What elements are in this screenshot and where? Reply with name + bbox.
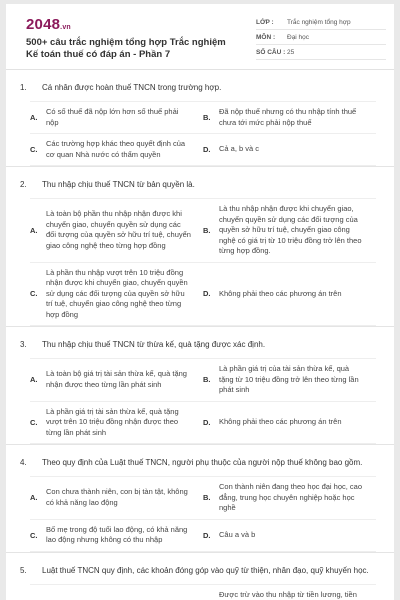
- option-c[interactable]: [30, 134, 203, 165]
- option-d[interactable]: [203, 134, 376, 165]
- option-a[interactable]: [30, 477, 203, 519]
- option-letter: D.: [203, 145, 211, 154]
- option-letter: D.: [203, 417, 211, 427]
- option-letter: A.: [30, 493, 38, 503]
- option-b[interactable]: [203, 359, 376, 401]
- option-letter: D.: [203, 530, 211, 540]
- option-row: [30, 402, 376, 445]
- option-c[interactable]: [30, 520, 203, 551]
- option-text: Đã nộp thuế nhưng có thu nhập tính thuế chưa tới mức phải nộp thuế: [219, 107, 357, 127]
- option-row: [30, 134, 376, 166]
- option-b[interactable]: [203, 199, 376, 262]
- option-b[interactable]: [203, 477, 376, 519]
- meta-row-subject: [256, 30, 386, 45]
- option-a[interactable]: [30, 359, 203, 401]
- option-letter: C.: [30, 145, 38, 154]
- answer-options: [30, 198, 376, 326]
- option-text: Câu a và b: [219, 529, 256, 539]
- option-text: Là thu nhập nhận được khi chuyển giao, chuyển quyền sử dụng các đối tượng của quyền sở hữu trí tuệ, chuyển giao công nghệ có giá trị từ 10 triệu đồng trở lên theo từng hợp đồng.: [219, 204, 362, 255]
- option-letter: A.: [30, 375, 38, 385]
- question-number: 3.: [20, 340, 27, 349]
- option-row: [30, 477, 376, 520]
- option-d[interactable]: [203, 520, 376, 551]
- option-letter: C.: [30, 417, 38, 427]
- question-stem: [20, 445, 380, 476]
- document-meta: [256, 15, 386, 60]
- document-header: [6, 4, 394, 70]
- option-letter: B.: [203, 113, 211, 122]
- option-text: Có số thuế đã nộp lớn hơn số thuế phải nộp: [46, 107, 179, 127]
- option-row: [30, 199, 376, 263]
- meta-value: Trắc nghiệm tổng hợp: [287, 18, 351, 26]
- option-letter: B.: [203, 225, 211, 235]
- option-letter: A.: [30, 225, 38, 235]
- option-row: [30, 520, 376, 552]
- question-4: [6, 445, 394, 552]
- meta-label: LỚP :: [256, 18, 274, 26]
- option-c[interactable]: [30, 263, 203, 326]
- meta-row-count: [256, 45, 386, 60]
- option-text: Không phải theo các phương án trên: [219, 417, 342, 426]
- option-text: Là toàn bộ giá trị tài sản thừa kế, quà tặng nhận được theo từng lần phát sinh: [46, 369, 187, 389]
- question-stem: [20, 167, 380, 198]
- question-list: [6, 70, 394, 600]
- option-a[interactable]: [30, 102, 203, 133]
- option-row: [30, 102, 376, 134]
- meta-label: MÔN :: [256, 33, 276, 41]
- option-text: Là phần thu nhập vượt trên 10 triệu đồng nhận được khi chuyển giao, chuyển quyền sử dụng các đối tượng của quyền sở hữu trí tuệ, chuyển giao công nghệ theo từng hợp đồng: [46, 267, 188, 319]
- question-text: Cá nhân được hoàn thuế TNCN trong trường hợp.: [42, 83, 222, 92]
- logo-tld-text: .vn: [60, 24, 71, 31]
- question-text: Luật thuế TNCN quy định, các khoản đóng góp vào quỹ từ thiện, nhân đạo, quỹ khuyến học.: [42, 565, 369, 575]
- option-a[interactable]: [30, 585, 203, 600]
- option-row: [30, 585, 376, 600]
- option-letter: B.: [203, 375, 211, 385]
- option-c[interactable]: [30, 402, 203, 444]
- option-d[interactable]: [203, 263, 376, 326]
- question-number: 5.: [20, 565, 27, 575]
- logo-main-text: 2048: [26, 16, 61, 33]
- option-letter: A.: [30, 113, 38, 122]
- question-3: [6, 327, 394, 444]
- option-b[interactable]: [203, 102, 376, 133]
- answer-options: [30, 358, 376, 444]
- option-text: Là phần giá trị tài sản thừa kế, quà tặng vượt trên 10 triệu đồng nhận được theo từng lần phát sinh: [46, 406, 179, 437]
- document-page: [6, 4, 394, 600]
- option-letter: B.: [203, 493, 211, 503]
- option-text: Không phải theo các phương án trên: [219, 288, 342, 298]
- question-stem: [20, 553, 380, 584]
- option-text: Con chưa thành niên, con bị tàn tật, không có khả năng lao động: [46, 487, 188, 507]
- question-5: [6, 553, 394, 600]
- option-row: [30, 359, 376, 402]
- meta-value: Đại học: [287, 33, 310, 41]
- option-letter: D.: [203, 289, 211, 299]
- option-letter: C.: [30, 530, 38, 540]
- question-text: Theo quy định của Luật thuế TNCN, người phụ thuộc của người nộp thuế không bao gồm.: [42, 458, 363, 467]
- option-text: Bố mẹ trong độ tuổi lao động, có khả năng lao động nhưng không có thu nhập: [46, 524, 188, 544]
- option-letter: C.: [30, 289, 38, 299]
- question-2: [6, 167, 394, 326]
- option-b[interactable]: [203, 585, 376, 600]
- question-stem: [20, 327, 380, 358]
- option-text: Được trừ vào thu nhập từ tiền lương, tiền: [219, 589, 357, 599]
- meta-row-class: [256, 15, 386, 30]
- answer-options: [30, 476, 376, 552]
- question-number: 1.: [20, 83, 27, 92]
- question-number: 2.: [20, 180, 27, 189]
- option-text: Con thành niên đang theo học đại học, cao đẳng, trung học chuyên nghiệp hoặc học nghề: [219, 482, 363, 512]
- option-text: Là toàn bộ phần thu nhập nhận được khi chuyển giao, chuyển quyền sử dụng các đối tượng của quyền sở hữu trí tuệ, chuyển giao công nghệ theo từng hợp đồng: [46, 209, 191, 250]
- answer-options: [30, 584, 376, 600]
- option-text: Là phần giá trị của tài sản thừa kế, quà tặng từ 10 triệu đồng trở lên theo từng lần phát sinh: [219, 364, 359, 394]
- option-text: Cả a, b và c: [219, 144, 260, 154]
- document-title: 500+ câu trắc nghiệm tổng hợp Trắc nghiệm Kế toán thuế có đáp án - Phần 7: [26, 37, 226, 60]
- option-row: [30, 263, 376, 327]
- option-d[interactable]: [203, 402, 376, 444]
- question-text: Thu nhập chịu thuế TNCN từ thừa kế, quà tặng được xác định.: [42, 340, 266, 349]
- site-logo[interactable]: [26, 16, 71, 33]
- option-text: Các trường hợp khác theo quyết định của cơ quan Nhà nước có thẩm quyền: [46, 139, 186, 159]
- question-1: [6, 70, 394, 166]
- meta-value: 25: [287, 48, 295, 56]
- meta-label: SỐ CÂU :: [256, 48, 286, 56]
- question-text: Thu nhập chịu thuế TNCN từ bản quyền là.: [42, 180, 195, 189]
- option-a[interactable]: [30, 199, 203, 262]
- question-stem: [20, 70, 380, 101]
- question-number: 4.: [20, 458, 27, 467]
- answer-options: [30, 101, 376, 166]
